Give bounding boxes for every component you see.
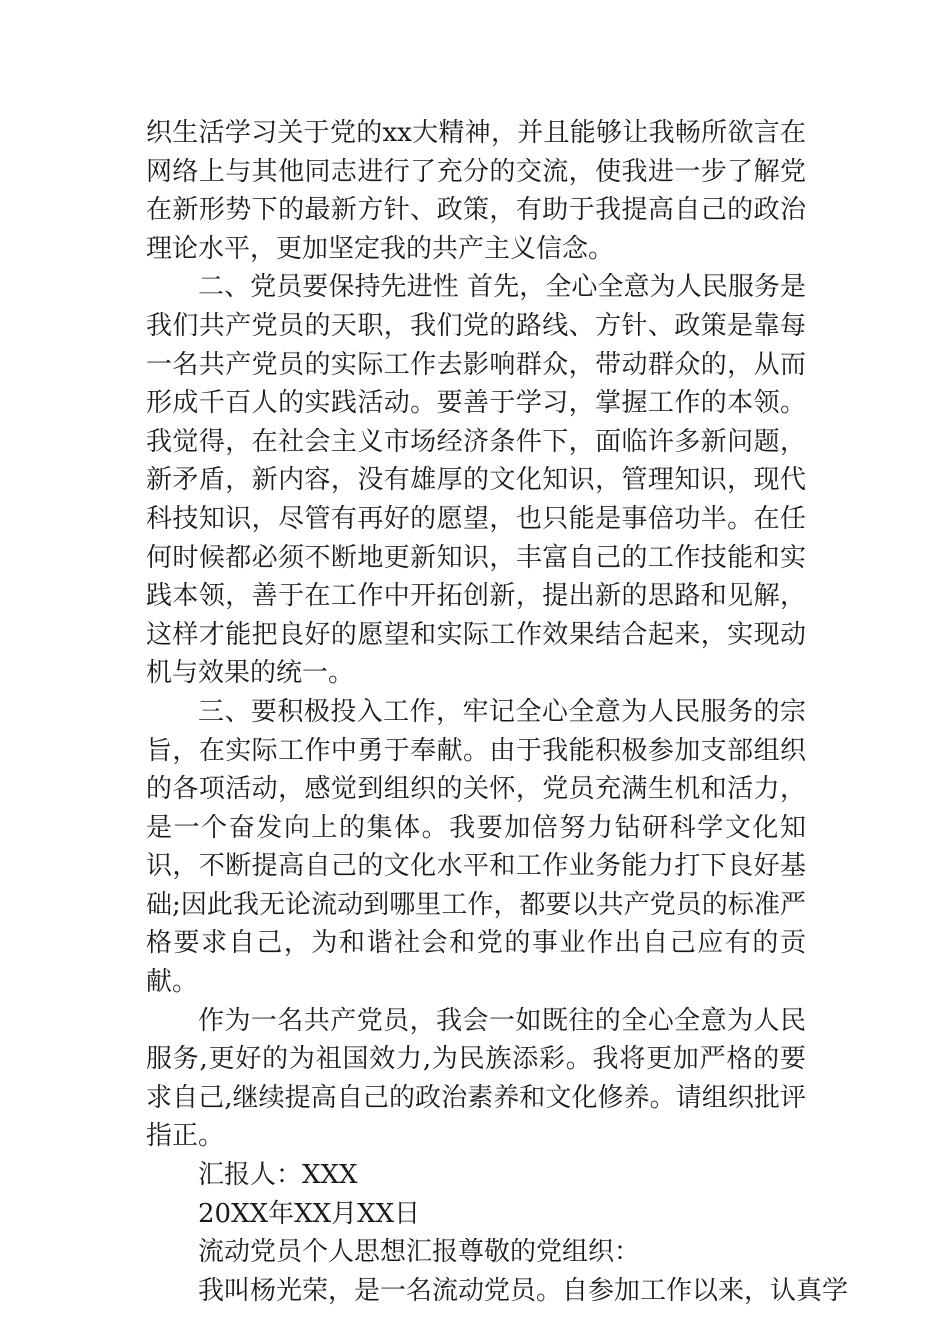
paragraph-section-three: 三、要积极投入工作，牢记全心全意为人民服务的宗旨，在实际工作中勇于奉献。由于我能积极参加支部组织的各项活动，感觉到组织的关怀，党员充满生机和活力，是一个奋发向上的集体。我要加倍努力钻研科学文化知识，不断提高自己的文化水平和工作业务能力打下良好基础;因此我无论流动到哪里工作，都要以共产党员的标准严格要求自己，为和谐社会和党的事业作出自己应有的贡献。 — [146, 696, 806, 998]
reporter-signature: 汇报人：XXX — [198, 1160, 358, 1191]
next-report-title: 流动党员个人思想汇报尊敬的党组织： — [198, 1237, 641, 1268]
next-report-opening: 我叫杨光荣，是一名流动党员。自参加工作以来，认真学 — [198, 1275, 849, 1306]
document-body — [146, 114, 849, 1310]
report-date: 20XX年XX月XX日 — [198, 1198, 421, 1229]
paragraph-conclusion: 作为一名共产党员，我会一如既往的全心全意为人民服务,更好的为祖国效力,为民族添彩。我将更加严格的要求自己,继续提高自己的政治素养和文化修养。请组织批评指正。 — [146, 1005, 806, 1152]
paragraph-continuation: 织生活学习关于党的xx大精神，并且能够让我畅所欲言在网络上与其他同志进行了充分的交流，使我进一步了解党在新形势下的最新方针、政策，有助于我提高自己的政治理论水平，更加坚定我的共产主义信念。 — [146, 118, 806, 264]
paragraph-section-two: 二、党员要保持先进性 首先，全心全意为人民服务是我们共产党员的天职，我们党的路线、方针、政策是靠每一名共产党员的实际工作去影响群众，带动群众的，从而形成千百人的实践活动。要善于学习，掌握工作的本领。我觉得，在社会主义市场经济条件下，面临许多新问题，新矛盾，新内容，没有雄厚的文化知识，管理知识，现代科技知识，尽管有再好的愿望，也只能是事倍功半。在任何时候都必须不断地更新知识，丰富自己的工作技能和实践本领，善于在工作中开拓创新，提出新的思路和见解，这样才能把良好的愿望和实际工作效果结合起来，实现动机与效果的统一。 — [146, 272, 806, 689]
